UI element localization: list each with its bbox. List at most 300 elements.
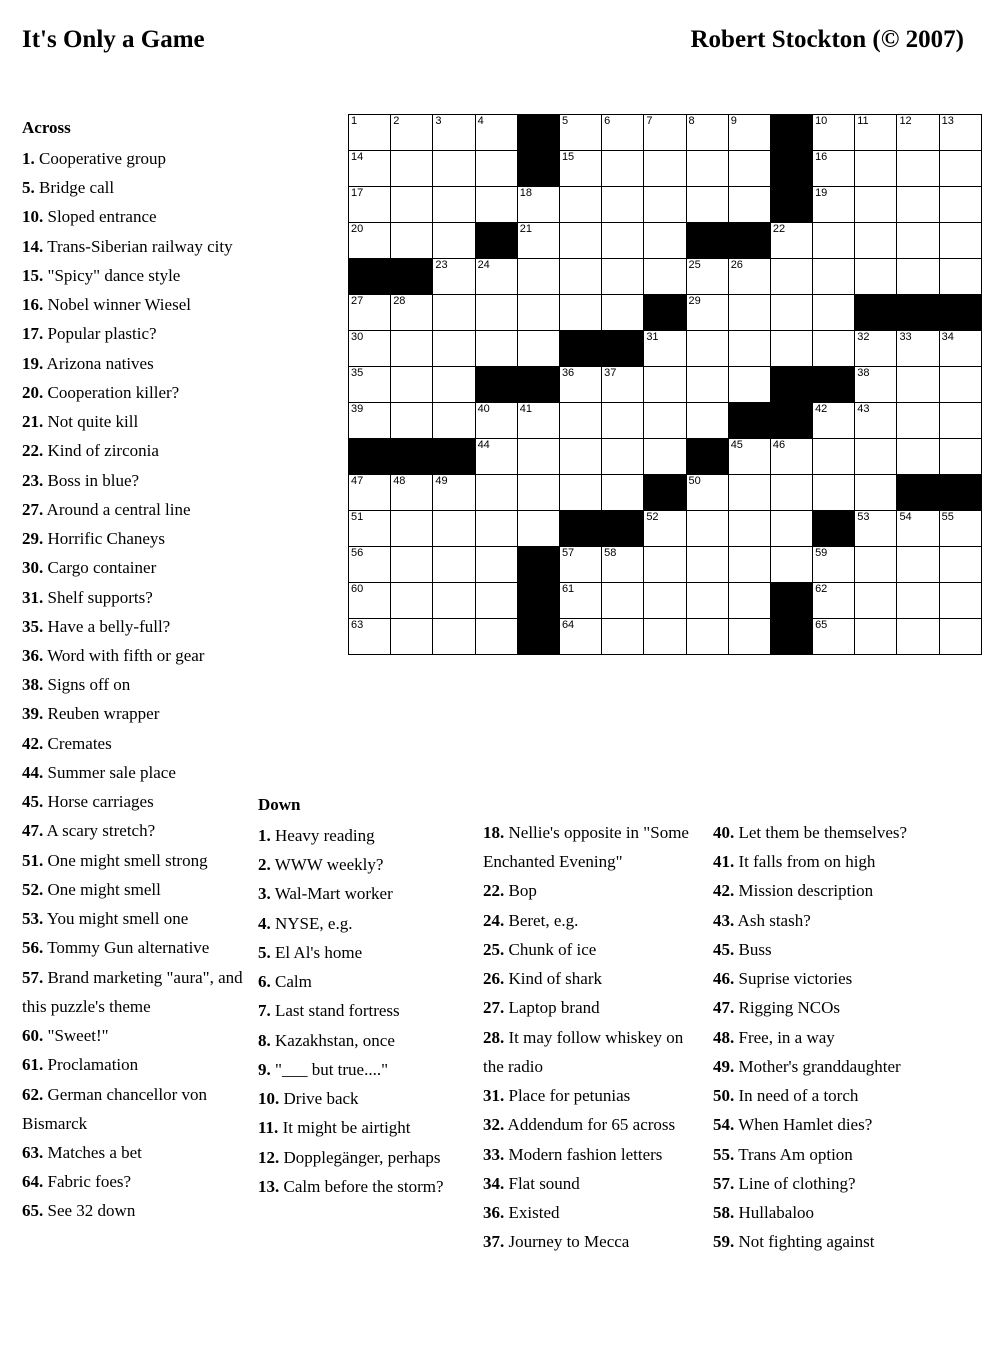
grid-cell[interactable] bbox=[939, 583, 981, 619]
grid-cell[interactable] bbox=[517, 259, 559, 295]
down-clue-text: Buss bbox=[734, 939, 772, 959]
crossword-grid[interactable] bbox=[348, 114, 982, 655]
across-clue bbox=[22, 1021, 258, 1050]
grid-cell[interactable] bbox=[391, 619, 433, 655]
grid-cell-number: 12 bbox=[899, 115, 912, 127]
grid-cell[interactable] bbox=[728, 259, 770, 295]
grid-cell[interactable] bbox=[855, 439, 897, 475]
grid-cell[interactable] bbox=[897, 223, 939, 259]
grid-cell[interactable] bbox=[475, 583, 517, 619]
grid-cell[interactable] bbox=[939, 439, 981, 475]
grid-cell[interactable] bbox=[602, 223, 644, 259]
grid-cell[interactable] bbox=[433, 475, 475, 511]
grid-cell[interactable] bbox=[770, 475, 812, 511]
grid-cell[interactable] bbox=[728, 439, 770, 475]
grid-cell[interactable] bbox=[349, 187, 391, 223]
grid-cell-number: 42 bbox=[815, 403, 828, 415]
grid-cell[interactable] bbox=[517, 187, 559, 223]
grid-cell[interactable] bbox=[559, 367, 601, 403]
grid-cell[interactable] bbox=[770, 295, 812, 331]
grid-cell-number: 29 bbox=[688, 295, 701, 307]
grid-cell[interactable] bbox=[897, 115, 939, 151]
grid-cell[interactable] bbox=[728, 475, 770, 511]
grid-cell-number: 31 bbox=[646, 331, 659, 343]
grid-cell[interactable] bbox=[770, 511, 812, 547]
grid-cell[interactable] bbox=[939, 115, 981, 151]
grid-cell[interactable] bbox=[770, 331, 812, 367]
grid-cell[interactable] bbox=[728, 187, 770, 223]
grid-cell-number: 36 bbox=[561, 367, 575, 379]
grid-cell[interactable] bbox=[559, 151, 601, 187]
grid-cell[interactable] bbox=[813, 187, 855, 223]
grid-cell[interactable] bbox=[602, 151, 644, 187]
across-clue bbox=[22, 553, 258, 582]
grid-cell-number: 43 bbox=[857, 403, 870, 415]
grid-cell[interactable] bbox=[475, 475, 517, 511]
grid-cell[interactable] bbox=[349, 295, 391, 331]
across-clue-text: Kind of zirconia bbox=[43, 441, 159, 461]
grid-cell[interactable] bbox=[433, 259, 475, 295]
grid-cell[interactable] bbox=[686, 115, 728, 151]
grid-cell[interactable] bbox=[686, 295, 728, 331]
grid-cell[interactable] bbox=[939, 331, 981, 367]
grid-block-cell bbox=[855, 295, 897, 331]
grid-cell[interactable] bbox=[686, 547, 728, 583]
grid-cell[interactable] bbox=[391, 403, 433, 439]
grid-cell[interactable] bbox=[897, 439, 939, 475]
down-clue bbox=[258, 1055, 471, 1084]
grid-cell[interactable] bbox=[770, 259, 812, 295]
grid-cell[interactable] bbox=[855, 583, 897, 619]
grid-cell[interactable] bbox=[391, 295, 433, 331]
grid-cell[interactable] bbox=[349, 619, 391, 655]
grid-cell-number: 4 bbox=[477, 115, 484, 127]
grid-block-cell bbox=[770, 187, 812, 223]
grid-cell[interactable] bbox=[897, 367, 939, 403]
grid-cell[interactable] bbox=[813, 331, 855, 367]
grid-cell[interactable] bbox=[728, 115, 770, 151]
grid-cell[interactable] bbox=[433, 403, 475, 439]
grid-cell[interactable] bbox=[939, 511, 981, 547]
grid-cell[interactable] bbox=[855, 115, 897, 151]
grid-cell[interactable] bbox=[349, 547, 391, 583]
grid-cell[interactable] bbox=[475, 151, 517, 187]
grid-cell[interactable] bbox=[559, 187, 601, 223]
grid-cell[interactable] bbox=[349, 115, 391, 151]
grid-cell[interactable] bbox=[559, 547, 601, 583]
grid-table[interactable] bbox=[348, 114, 982, 655]
grid-cell[interactable] bbox=[855, 547, 897, 583]
across-clues-container bbox=[22, 144, 258, 1226]
across-clue-number: 30. bbox=[22, 558, 44, 578]
across-clue-text: Have a belly-full? bbox=[43, 616, 171, 636]
across-clue-text: Cooperative group bbox=[34, 149, 166, 168]
grid-cell-number: 64 bbox=[561, 619, 575, 631]
grid-cell[interactable] bbox=[770, 547, 812, 583]
grid-cell[interactable] bbox=[391, 151, 433, 187]
across-clue-text: Horrific Chaneys bbox=[43, 529, 166, 549]
across-clue-number: 61. bbox=[22, 1055, 44, 1075]
grid-cell[interactable] bbox=[644, 403, 686, 439]
grid-cell[interactable] bbox=[686, 583, 728, 619]
down-clue-text: Not fighting against bbox=[734, 1232, 875, 1252]
grid-cell[interactable] bbox=[728, 619, 770, 655]
grid-cell[interactable] bbox=[433, 583, 475, 619]
across-clue bbox=[22, 290, 258, 319]
grid-cell[interactable] bbox=[644, 331, 686, 367]
grid-cell[interactable] bbox=[728, 547, 770, 583]
grid-cell[interactable] bbox=[391, 223, 433, 259]
grid-cell[interactable] bbox=[939, 547, 981, 583]
grid-cell-number: 33 bbox=[899, 331, 912, 343]
grid-cell[interactable] bbox=[897, 259, 939, 295]
grid-cell-number: 7 bbox=[646, 115, 653, 127]
grid-cell[interactable] bbox=[855, 619, 897, 655]
grid-cell[interactable] bbox=[433, 331, 475, 367]
across-clue bbox=[22, 963, 258, 1021]
grid-cell[interactable] bbox=[686, 331, 728, 367]
grid-cell[interactable] bbox=[391, 367, 433, 403]
grid-cell[interactable] bbox=[602, 187, 644, 223]
grid-cell[interactable] bbox=[813, 547, 855, 583]
grid-cell[interactable] bbox=[349, 403, 391, 439]
across-clue-text: Signs off on bbox=[43, 675, 131, 695]
grid-cell[interactable] bbox=[517, 475, 559, 511]
down-clue bbox=[258, 967, 471, 996]
across-clue bbox=[22, 173, 258, 202]
across-clue-text: One might smell strong bbox=[43, 850, 208, 870]
grid-cell[interactable] bbox=[349, 223, 391, 259]
grid-cell[interactable] bbox=[559, 259, 601, 295]
grid-cell[interactable] bbox=[559, 583, 601, 619]
across-clue-text: Bridge call bbox=[34, 178, 115, 198]
grid-cell[interactable] bbox=[391, 547, 433, 583]
grid-cell[interactable] bbox=[349, 583, 391, 619]
grid-cell[interactable] bbox=[559, 115, 601, 151]
grid-cell[interactable] bbox=[602, 403, 644, 439]
grid-cell[interactable] bbox=[686, 259, 728, 295]
down-clue-text: Beret, e.g. bbox=[504, 910, 579, 930]
grid-cell[interactable] bbox=[475, 187, 517, 223]
grid-cell[interactable] bbox=[686, 475, 728, 511]
down-clue-number: 50. bbox=[713, 1086, 735, 1106]
grid-cell[interactable] bbox=[644, 223, 686, 259]
grid-cell[interactable] bbox=[644, 511, 686, 547]
grid-block-cell bbox=[897, 295, 939, 331]
grid-cell[interactable] bbox=[602, 619, 644, 655]
grid-cell[interactable] bbox=[813, 439, 855, 475]
grid-cell[interactable] bbox=[433, 115, 475, 151]
down-clue bbox=[258, 996, 471, 1025]
grid-cell[interactable] bbox=[559, 439, 601, 475]
across-clue bbox=[22, 699, 258, 728]
grid-cell[interactable] bbox=[349, 331, 391, 367]
grid-cell[interactable] bbox=[897, 511, 939, 547]
across-clue bbox=[22, 933, 258, 962]
down-clue-number: 13. bbox=[258, 1176, 280, 1196]
grid-cell[interactable] bbox=[644, 115, 686, 151]
grid-cell[interactable] bbox=[559, 619, 601, 655]
grid-cell-number: 18 bbox=[519, 187, 532, 199]
grid-cell[interactable] bbox=[686, 187, 728, 223]
grid-cell[interactable] bbox=[897, 151, 939, 187]
down-clue bbox=[258, 1084, 471, 1113]
across-clue-number: 19. bbox=[22, 353, 44, 373]
grid-cell-number: 41 bbox=[519, 403, 532, 415]
grid-cell[interactable] bbox=[602, 367, 644, 403]
grid-cell[interactable] bbox=[686, 403, 728, 439]
grid-block-cell bbox=[770, 151, 812, 187]
grid-cell[interactable] bbox=[602, 475, 644, 511]
down-clue-number: 3. bbox=[258, 884, 271, 904]
grid-cell[interactable] bbox=[475, 439, 517, 475]
down-clue-number: 24. bbox=[483, 910, 505, 930]
grid-cell[interactable] bbox=[897, 187, 939, 223]
down-clue bbox=[258, 1143, 471, 1172]
grid-row bbox=[349, 439, 982, 475]
across-clue-text: See 32 down bbox=[43, 1201, 136, 1221]
down-clue-number: 43. bbox=[713, 910, 735, 930]
down-clue-number: 42. bbox=[713, 881, 735, 901]
grid-cell[interactable] bbox=[559, 403, 601, 439]
grid-cell[interactable] bbox=[349, 475, 391, 511]
grid-cell[interactable] bbox=[475, 403, 517, 439]
grid-block-cell bbox=[813, 511, 855, 547]
grid-cell[interactable] bbox=[644, 619, 686, 655]
grid-cell[interactable] bbox=[855, 187, 897, 223]
grid-cell[interactable] bbox=[686, 511, 728, 547]
across-clue bbox=[22, 319, 258, 348]
across-clue-number: 42. bbox=[22, 733, 44, 753]
grid-cell[interactable] bbox=[813, 115, 855, 151]
grid-cell[interactable] bbox=[939, 151, 981, 187]
grid-cell[interactable] bbox=[939, 259, 981, 295]
grid-cell[interactable] bbox=[644, 367, 686, 403]
grid-cell[interactable] bbox=[559, 475, 601, 511]
grid-cell[interactable] bbox=[686, 367, 728, 403]
grid-block-cell bbox=[391, 259, 433, 295]
down-clue-text: Chunk of ice bbox=[504, 939, 597, 959]
grid-cell[interactable] bbox=[644, 583, 686, 619]
down-clue-number: 37. bbox=[483, 1232, 505, 1252]
grid-block-cell bbox=[475, 223, 517, 259]
grid-cell[interactable] bbox=[939, 187, 981, 223]
grid-cell[interactable] bbox=[813, 475, 855, 511]
grid-cell-number: 52 bbox=[646, 511, 659, 523]
down-clue bbox=[713, 964, 946, 993]
grid-cell[interactable] bbox=[728, 331, 770, 367]
grid-cell[interactable] bbox=[770, 223, 812, 259]
grid-cell[interactable] bbox=[349, 511, 391, 547]
down-clue-text: Addendum for 65 across bbox=[504, 1115, 676, 1135]
grid-cell-number: 26 bbox=[730, 259, 743, 271]
grid-cell[interactable] bbox=[602, 295, 644, 331]
grid-cell[interactable] bbox=[939, 619, 981, 655]
grid-cell[interactable] bbox=[517, 223, 559, 259]
grid-cell[interactable] bbox=[475, 619, 517, 655]
grid-cell-number: 1 bbox=[351, 115, 358, 127]
grid-cell[interactable] bbox=[728, 367, 770, 403]
across-clue bbox=[22, 758, 258, 787]
grid-block-cell bbox=[728, 223, 770, 259]
across-clue-number: 14. bbox=[22, 236, 44, 256]
grid-cell[interactable] bbox=[559, 295, 601, 331]
grid-cell[interactable] bbox=[517, 295, 559, 331]
grid-cell[interactable] bbox=[602, 115, 644, 151]
grid-cell[interactable] bbox=[855, 331, 897, 367]
grid-cell[interactable] bbox=[433, 187, 475, 223]
grid-cell[interactable] bbox=[813, 619, 855, 655]
grid-cell[interactable] bbox=[391, 187, 433, 223]
grid-cell[interactable] bbox=[686, 151, 728, 187]
grid-cell[interactable] bbox=[728, 511, 770, 547]
grid-cell[interactable] bbox=[433, 367, 475, 403]
grid-cell[interactable] bbox=[897, 403, 939, 439]
grid-cell[interactable] bbox=[433, 151, 475, 187]
down-clue bbox=[258, 909, 471, 938]
grid-cell[interactable] bbox=[855, 511, 897, 547]
grid-cell[interactable] bbox=[475, 511, 517, 547]
grid-cell[interactable] bbox=[475, 259, 517, 295]
down-clue-text: "___ but true...." bbox=[270, 1059, 389, 1079]
grid-cell[interactable] bbox=[602, 439, 644, 475]
down-clue-text: It falls from on high bbox=[734, 852, 876, 872]
grid-cell[interactable] bbox=[897, 331, 939, 367]
grid-cell[interactable] bbox=[813, 295, 855, 331]
grid-cell[interactable] bbox=[433, 295, 475, 331]
down-clue-text: El Al's home bbox=[270, 942, 363, 962]
down-clue bbox=[713, 935, 946, 964]
grid-cell[interactable] bbox=[475, 331, 517, 367]
grid-cell-number: 49 bbox=[435, 475, 448, 487]
grid-cell[interactable] bbox=[391, 331, 433, 367]
grid-cell[interactable] bbox=[855, 475, 897, 511]
grid-cell[interactable] bbox=[475, 547, 517, 583]
grid-cell[interactable] bbox=[855, 403, 897, 439]
grid-cell[interactable] bbox=[644, 439, 686, 475]
across-clue bbox=[22, 261, 258, 290]
across-clue bbox=[22, 816, 258, 845]
grid-cell[interactable] bbox=[644, 187, 686, 223]
grid-cell[interactable] bbox=[517, 331, 559, 367]
down-clue-text: Calm before the storm? bbox=[279, 1176, 444, 1196]
grid-cell[interactable] bbox=[517, 439, 559, 475]
grid-cell[interactable] bbox=[602, 259, 644, 295]
down-clue-number: 5. bbox=[258, 942, 271, 962]
down-clue-text: Existed bbox=[504, 1203, 560, 1223]
down-clue bbox=[258, 821, 471, 850]
grid-cell-number: 24 bbox=[477, 259, 490, 271]
grid-cell[interactable] bbox=[813, 223, 855, 259]
down-clue bbox=[483, 1110, 701, 1139]
down-clue-text: Journey to Mecca bbox=[504, 1232, 630, 1252]
grid-cell[interactable] bbox=[602, 583, 644, 619]
grid-cell[interactable] bbox=[939, 223, 981, 259]
grid-cell[interactable] bbox=[517, 403, 559, 439]
across-clue bbox=[22, 202, 258, 231]
down-clue-text: WWW weekly? bbox=[270, 855, 384, 875]
grid-cell[interactable] bbox=[391, 583, 433, 619]
across-clue-text: Around a central line bbox=[43, 499, 191, 519]
grid-cell[interactable] bbox=[559, 223, 601, 259]
grid-cell[interactable] bbox=[939, 403, 981, 439]
grid-cell[interactable] bbox=[813, 403, 855, 439]
grid-block-cell bbox=[770, 403, 812, 439]
across-clue-text: A scary stretch? bbox=[43, 821, 156, 841]
across-clue-number: 60. bbox=[22, 1026, 44, 1046]
grid-block-cell bbox=[517, 619, 559, 655]
down-clue-lists bbox=[258, 795, 970, 1257]
across-clue-text: Trans-Siberian railway city bbox=[43, 236, 233, 256]
grid-block-cell bbox=[602, 331, 644, 367]
across-clue bbox=[22, 612, 258, 641]
grid-cell[interactable] bbox=[391, 511, 433, 547]
grid-cell[interactable] bbox=[855, 367, 897, 403]
across-clue bbox=[22, 583, 258, 612]
grid-cell[interactable] bbox=[728, 295, 770, 331]
down-clue-number: 48. bbox=[713, 1027, 735, 1047]
grid-cell[interactable] bbox=[855, 151, 897, 187]
across-clue-number: 10. bbox=[22, 207, 44, 227]
grid-cell[interactable] bbox=[897, 583, 939, 619]
grid-block-cell bbox=[517, 547, 559, 583]
grid-cell[interactable] bbox=[728, 583, 770, 619]
grid-cell[interactable] bbox=[897, 547, 939, 583]
down-clues-container-2 bbox=[483, 818, 701, 1257]
across-clue-text: "Spicy" dance style bbox=[43, 265, 181, 285]
grid-cell[interactable] bbox=[897, 619, 939, 655]
grid-cell[interactable] bbox=[475, 295, 517, 331]
grid-cell[interactable] bbox=[939, 367, 981, 403]
grid-cell[interactable] bbox=[433, 223, 475, 259]
grid-cell[interactable] bbox=[475, 115, 517, 151]
down-clue-number: 33. bbox=[483, 1144, 505, 1164]
grid-cell-number: 14 bbox=[351, 151, 364, 163]
grid-cell-number: 17 bbox=[351, 187, 364, 199]
grid-block-cell bbox=[686, 223, 728, 259]
grid-cell-number: 3 bbox=[435, 115, 442, 127]
grid-cell[interactable] bbox=[517, 511, 559, 547]
down-clue bbox=[713, 1081, 946, 1110]
down-clue-number: 18. bbox=[483, 823, 505, 842]
down-clue bbox=[713, 876, 946, 905]
grid-cell-number: 48 bbox=[393, 475, 406, 487]
grid-cell[interactable] bbox=[770, 439, 812, 475]
grid-cell[interactable] bbox=[349, 367, 391, 403]
across-clue bbox=[22, 1196, 258, 1225]
page-title: It's Only a Game bbox=[22, 26, 205, 53]
grid-cell[interactable] bbox=[391, 115, 433, 151]
grid-cell[interactable] bbox=[644, 151, 686, 187]
grid-cell[interactable] bbox=[391, 475, 433, 511]
across-clue bbox=[22, 1080, 258, 1138]
grid-cell[interactable] bbox=[813, 151, 855, 187]
grid-cell[interactable] bbox=[855, 223, 897, 259]
grid-cell[interactable] bbox=[855, 259, 897, 295]
grid-cell[interactable] bbox=[644, 547, 686, 583]
grid-cell[interactable] bbox=[686, 619, 728, 655]
grid-cell[interactable] bbox=[813, 583, 855, 619]
grid-cell[interactable] bbox=[813, 259, 855, 295]
grid-cell[interactable] bbox=[433, 511, 475, 547]
grid-cell[interactable] bbox=[602, 547, 644, 583]
grid-cell[interactable] bbox=[433, 619, 475, 655]
grid-cell[interactable] bbox=[349, 151, 391, 187]
grid-block-cell bbox=[559, 331, 601, 367]
grid-cell[interactable] bbox=[644, 259, 686, 295]
grid-cell[interactable] bbox=[433, 547, 475, 583]
grid-cell[interactable] bbox=[728, 151, 770, 187]
